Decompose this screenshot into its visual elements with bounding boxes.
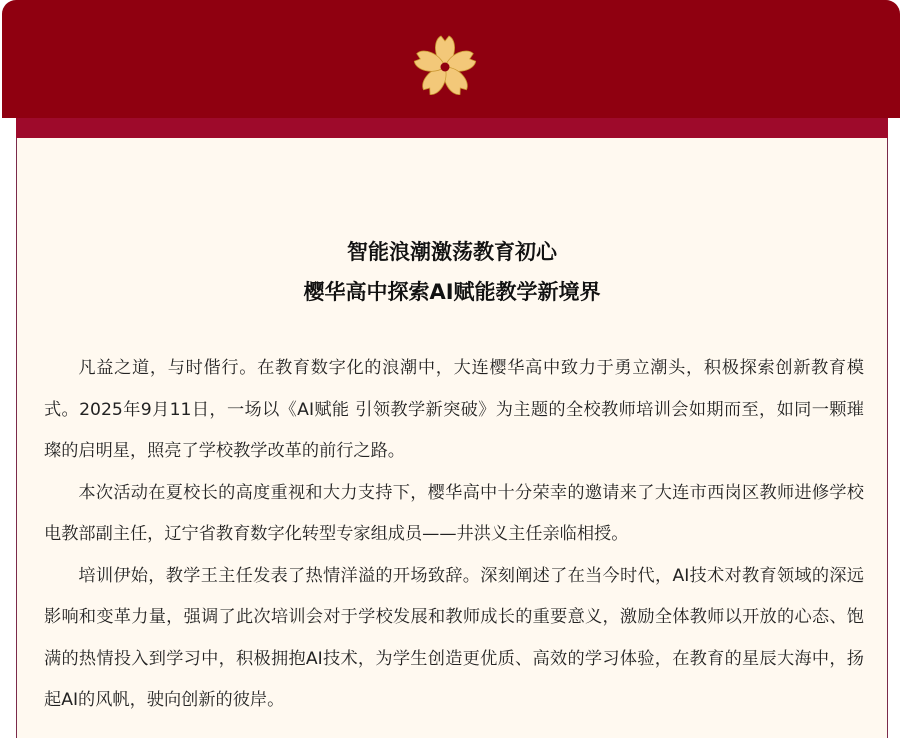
title-line-1: 智能浪潮激荡教育初心: [347, 240, 557, 264]
sakura-flower-icon: [411, 32, 479, 100]
paragraph-2: 本次活动在夏校长的高度重视和大力支持下，樱华高中十分荣幸的邀请来了大连市西岗区教师进修学校电教部副主任，辽宁省教育数字化转型专家组成员——井洪义主任亲临相授。: [44, 482, 864, 544]
title-line-2: 樱华高中探索AI赋能教学新境界: [303, 280, 601, 304]
article-title: [16, 232, 888, 312]
article-body: [44, 348, 864, 722]
paragraph-1: 凡益之道，与时偕行。在教育数字化的浪潮中，大连樱华高中致力于勇立潮头，积极探索创新教育模式。2025年9月11日，一场以《AI赋能 引领教学新突破》为主题的全校教师培训会如期而至，如同一颗璀璨的启明星，照亮了学校教学改革的前行之路。: [44, 358, 864, 461]
accent-bar: [16, 118, 888, 138]
paragraph-3: 培训伊始，教学王主任发表了热情洋溢的开场致辞。深刻阐述了在当今时代，AI技术对教育领域的深远影响和变革力量，强调了此次培训会对于学校发展和教师成长的重要意义，激励全体教师以开放的心态、饱满的热情投入到学习中，积极拥抱AI技术，为学生创造更优质、高效的学习体验，在教育的星辰大海中，扬起AI的风帆，驶向创新的彼岸。: [44, 565, 864, 710]
